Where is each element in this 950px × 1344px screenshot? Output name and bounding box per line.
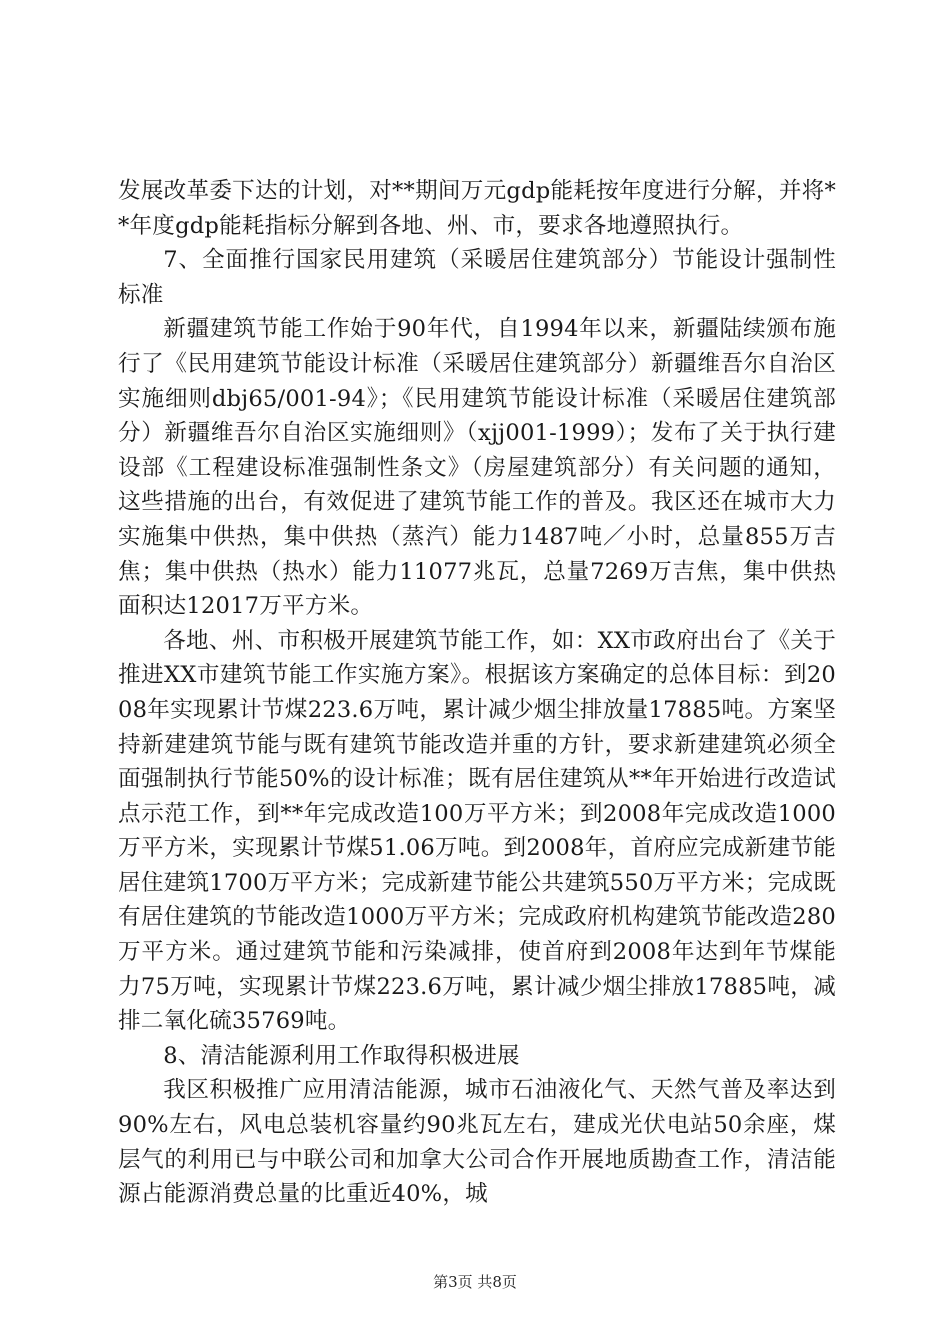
paragraph-continuation: 发展改革委下达的计划，对**期间万元gdp能耗按年度进行分解，并将**年度gdp能耗指标分解到各地、州、市，要求各地遵照执行。 xyxy=(118,178,836,239)
section-heading-8: 8、清洁能源利用工作取得积极进展 xyxy=(163,1042,520,1069)
paragraph-clean-energy: 我区积极推广应用清洁能源，城市石油液化气、天然气普及率达到90%左右，风电总装机容量约90兆瓦左右，建成光伏电站50余座，煤层气的利用已与中联公司和加拿大公司合作开展地质勘查工作，清洁能源占能源消费总量的比重近40%，城 xyxy=(118,1077,836,1208)
paragraph-regional-initiatives: 各地、州、市积极开展建筑节能工作，如：XX市政府出台了《关于推进XX市建筑节能工作实施方案》。根据该方案确定的总体目标：到2008年实现累计节煤223.6万吨，累计减少烟尘排放量17885吨。方案坚持新建建筑节能与既有建筑节能改造并重的方针，要求新建建筑必须全面强制执行节能50%的设计标准；既有居住建筑从**年开始进行改造试点示范工作，到**年完成改造100万平方米；到2008年完成改造1000万平方米，实现累计节煤51.06万吨。到2008年，首府应完成新建节能居住建筑1700万平方米；完成新建节能公共建筑550万平方米；完成既有居住建筑的节能改造1000万平方米；完成政府机构建筑节能改造280万平方米。通过建筑节能和污染减排，使首府到2008年达到年节煤能力75万吨，实现累计节煤223.6万吨，累计减少烟尘排放17885吨，减排二氧化硫35769吨。 xyxy=(118,627,836,1035)
paragraph-xinjiang-building-energy: 新疆建筑节能工作始于90年代，自1994年以来，新疆陆续颁布施行了《民用建筑节能设计标准（采暖居住建筑部分）新疆维吾尔自治区实施细则dbj65/001-94》；《民用建筑节能设计标准（采暖居住建筑部分）新疆维吾尔自治区实施细则》（xjj001-1999）；发布了关于执行建设部《工程建设标准强制性条文》（房屋建筑部分）有关问题的通知，这些措施的出台，有效促进了建筑节能工作的普及。我区还在城市大力实施集中供热，集中供热（蒸汽）能力1487吨／小时，总量855万吉焦；集中供热（热水）能力11077兆瓦，总量7269万吉焦，集中供热面积达12017万平方米。 xyxy=(118,316,836,620)
page-number-footer: 第3页 共8页 xyxy=(433,1273,517,1291)
section-heading-7: 7、全面推行国家民用建筑（采暖居住建筑部分）节能设计强制性标准 xyxy=(118,247,836,308)
document-body xyxy=(118,174,836,1212)
